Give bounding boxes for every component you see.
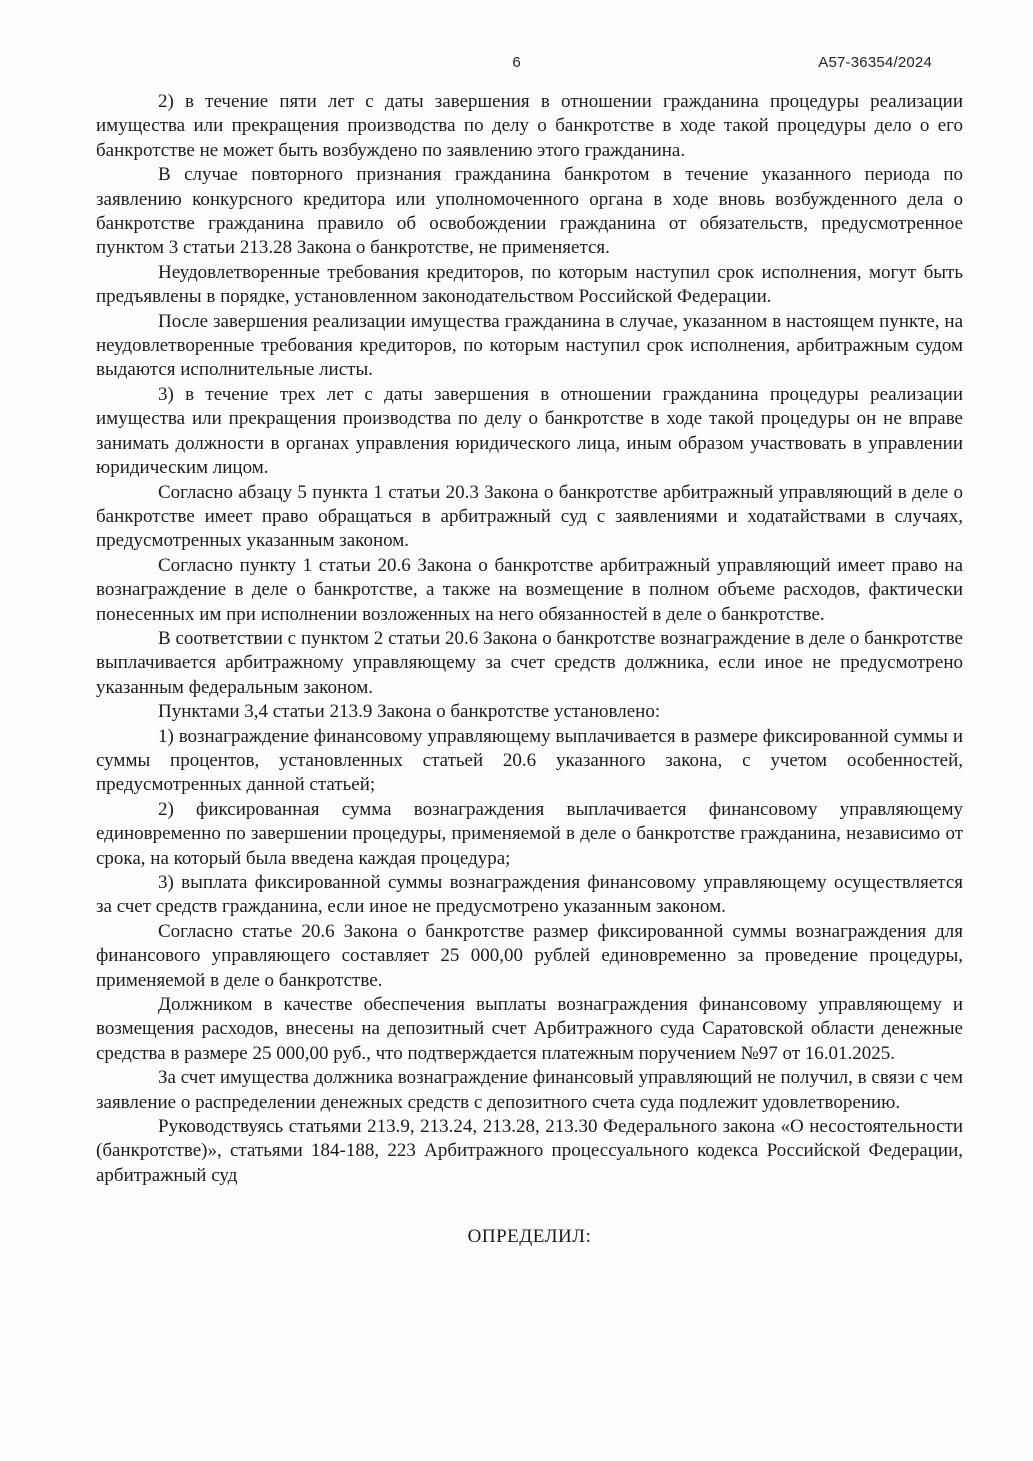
case-number: А57-36354/2024 xyxy=(818,54,932,71)
document-body xyxy=(96,90,963,1250)
paragraph: 1) вознаграждение финансовому управляющему выплачивается в размере фиксированной суммы и суммы процентов, установленных статьей 20.6 указанного закона, с учетом особенностей, предусмотренных данной статьей; xyxy=(96,725,963,796)
paragraph: 3) в течение трех лет с даты завершения в отношении гражданина процедуры реализации имущества или прекращения производства по делу о банкротстве в ходе такой процедуры он не вправе занимать должности в органах управления юридического лица, иным образом участвовать в управлении юридическим лицом. xyxy=(96,383,963,479)
page-header xyxy=(0,54,1033,74)
paragraph: В соответствии с пунктом 2 статьи 20.6 Закона о банкротстве вознаграждение в деле о банкротстве выплачивается арбитражному управляющему за счет средств должника, если иное не предусмотрено указанным федеральным законом. xyxy=(96,627,963,698)
paragraph: Согласно пункту 1 статьи 20.6 Закона о банкротстве арбитражный управляющий имеет право на вознаграждение в деле о банкротстве, а также на возмещение в полном объеме расходов, фактически понесенных им при исполнении возложенных на него обязанностей в деле о банкротстве. xyxy=(96,554,963,625)
paragraph: После завершения реализации имущества гражданина в случае, указанном в настоящем пункте, на неудовлетворенные требования кредиторов, по которым наступил срок исполнения, арбитражным судом выдаются исполнительные листы. xyxy=(96,310,963,381)
paragraph: Согласно абзацу 5 пункта 1 статьи 20.3 Закона о банкротстве арбитражный управляющий в деле о банкротстве имеет право обращаться в арбитражный суд с заявлениями и ходатайствами в случаях, предусмотренных указанным законом. xyxy=(96,481,963,552)
resolution-heading: ОПРЕДЕЛИЛ: xyxy=(467,1226,592,1248)
paragraph: Согласно статье 20.6 Закона о банкротстве размер фиксированной суммы вознаграждения для финансового управляющего составляет 25 000,00 рублей единовременно за проведение процедуры, применяемой в деле о банкротстве. xyxy=(96,920,963,991)
paragraph: 3) выплата фиксированной суммы вознаграждения финансовому управляющему осуществляется за счет средств гражданина, если иное не предусмотрено указанным законом. xyxy=(96,872,963,918)
paragraph: Руководствуясь статьями 213.9, 213.24, 213.28, 213.30 Федерального закона «О несостоятельности (банкротстве)», статьями 184-188, 223 Арбитражного процессуального кодекса Российской Федерации, арбитражный суд xyxy=(96,1116,963,1186)
page-number: 6 xyxy=(512,54,521,71)
paragraph: Неудовлетворенные требования кредиторов, по которым наступил срок исполнения, могут быть предъявлены в порядке, установленном законодательством Российской Федерации. xyxy=(96,261,963,308)
paragraph: 2) фиксированная сумма вознаграждения выплачивается финансовому управляющему единовременно по завершении процедуры, применяемой в деле о банкротстве гражданина, независимо от срока, на который была введена каждая процедура; xyxy=(96,798,963,869)
paragraph: Пунктами 3,4 статьи 213.9 Закона о банкротстве установлено: xyxy=(158,701,661,723)
paragraph: В случае повторного признания гражданина банкротом в течение указанного периода по заявлению конкурсного кредитора или уполномоченного органа в ходе вновь возбужденного дела о банкротстве гражданина правило об освобождении гражданина от обязательств, предусмотренное пунктом 3 статьи 213.28 Закона о банкротстве, не применяется. xyxy=(96,164,963,259)
paragraph: За счет имущества должника вознаграждение финансовый управляющий не получил, в связи с чем заявление о распределении денежных средств с депозитного счета суда подлежит удовлетворению. xyxy=(96,1067,963,1113)
paragraph: Должником в качестве обеспечения выплаты вознаграждения финансовому управляющему и возмещения расходов, внесены на депозитный счет Арбитражного суда Саратовской области денежные средства в размере 25 000,00 руб., что подтверждается платежным поручением №97 от 16.01.2025. xyxy=(96,994,963,1064)
paragraph: 2) в течение пяти лет с даты завершения в отношении гражданина процедуры реализации имущества или прекращения производства по делу о банкротстве в ходе такой процедуры дело о его банкротстве не может быть возбуждено по заявлению этого гражданина. xyxy=(96,91,963,161)
